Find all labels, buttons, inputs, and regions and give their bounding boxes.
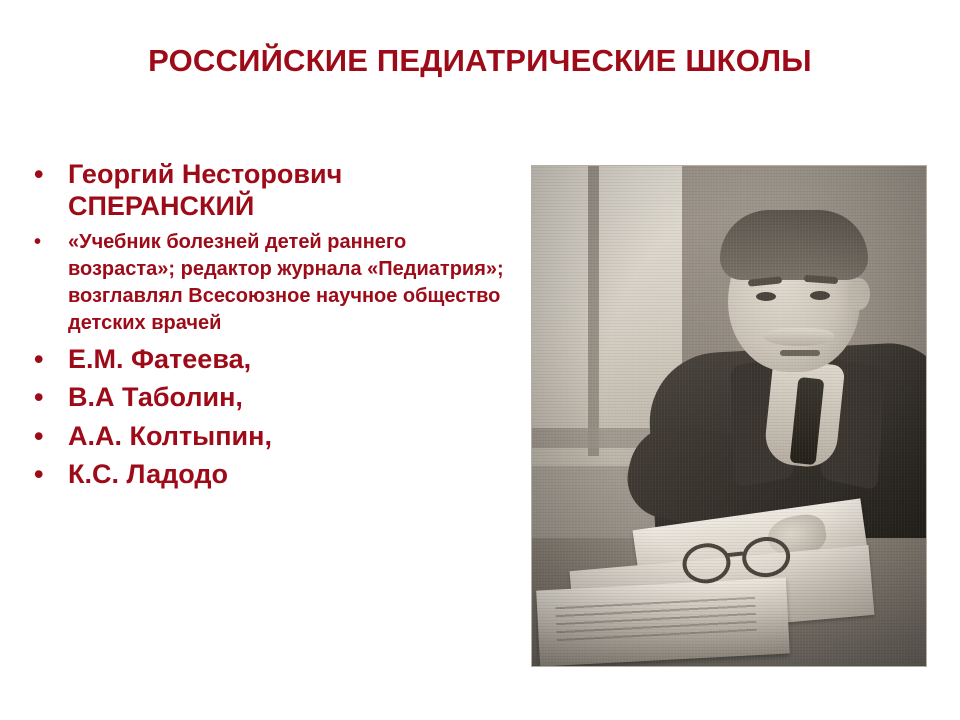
list-item — [34, 229, 514, 337]
photo-mouth — [780, 350, 820, 356]
bullet-icon: • — [34, 420, 44, 451]
photo-mustache — [764, 328, 834, 346]
bullet-icon: • — [34, 382, 44, 413]
bullet-list-container — [34, 158, 514, 496]
bullet-icon: • — [34, 458, 44, 489]
list-item — [34, 381, 514, 413]
list-item-text: Е.М. Фатеева, — [68, 343, 252, 374]
portrait-photo-speransky — [531, 165, 927, 667]
list-item — [34, 343, 514, 375]
photo-eye-right — [810, 291, 830, 300]
bullet-icon: • — [34, 230, 42, 253]
photo-lens-left — [681, 541, 733, 586]
list-item-text: Георгий Несторович СПЕРАНСКИЙ — [68, 159, 343, 222]
photo-eye-left — [756, 292, 776, 301]
photo-hair — [720, 210, 868, 280]
bullet-list — [34, 158, 514, 490]
bullet-icon: • — [34, 343, 44, 374]
list-item — [34, 458, 514, 490]
list-item-text: А.А. Колтыпин, — [68, 420, 272, 451]
photo-window-frame — [588, 166, 599, 456]
page-title: РОССИЙСКИЕ ПЕДИАТРИЧЕСКИЕ ШКОЛЫ — [148, 43, 812, 78]
list-item — [34, 420, 514, 452]
photo-ear — [848, 278, 870, 310]
list-item-text: «Учебник болезней детей раннего возраста»; редактор журнала «Педиатрия»; возглавлял Всесоюзное научное общество детских врачей — [68, 230, 504, 334]
bullet-icon: • — [34, 159, 44, 189]
list-item-text: К.С. Ладодо — [68, 458, 229, 489]
photo-lens-right — [740, 535, 792, 580]
list-item — [34, 158, 514, 223]
list-item-text: В.А Таболин, — [68, 382, 243, 413]
